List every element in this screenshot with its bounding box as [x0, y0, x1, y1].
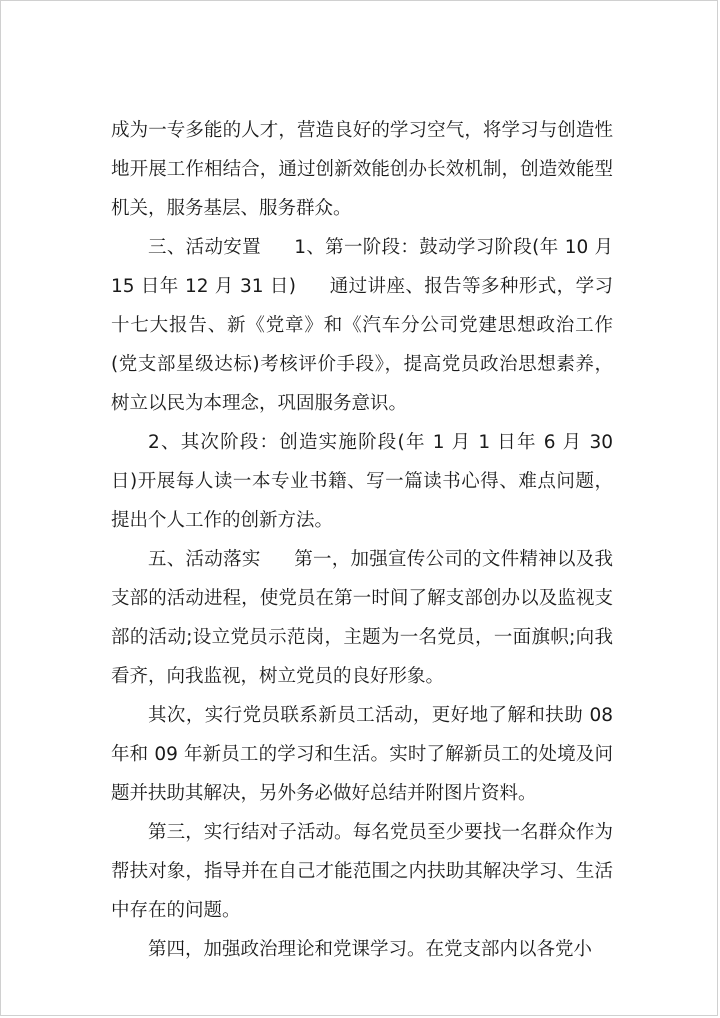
paragraph-activity-arrangement	[111, 228, 613, 423]
paragraph-item-second: 其次，实行党员联系新员工活动，更好地了解和扶助 08 年和 09 年新员工的学习和生活。实时了解新员工的处境及问题并扶助其解决，另外务必做好总结并附图片资料。	[111, 705, 613, 804]
paragraph-item-third: 第三，实行结对子活动。每名党员至少要找一名群众作为帮扶对象，指导并在自己才能范围之内扶助其解决学习、生活中存在的问题。	[111, 822, 613, 921]
stage-one-heading: 1、第一阶段：鼓动学习阶段(年 10 月 15 日年 12 月 31 日)	[111, 237, 613, 297]
stage-one-body: 通过讲座、报告等多种形式，学习十七大报告、新《党章》和《汽车分公司党建思想政治工作(党支部星级达标)考核评价手段》，提高党员政治思想素养，树立以民为本理念，巩固服务意识。	[111, 276, 613, 414]
document-body	[111, 111, 613, 969]
paragraph-continuation: 成为一专多能的人才，营造良好的学习空气，将学习与创造性地开展工作相结合，通过创新效能创办长效机制，创造效能型机关，服务基层、服务群众。	[111, 120, 613, 219]
section-heading-activity-arrangement: 三、活动安置	[148, 237, 261, 258]
paragraph-activity-implementation	[111, 540, 613, 696]
item-first-body: 第一，加强宣传公司的文件精神以及我支部的活动进程，使党员在第一时间了解支部创办以及监视支部的活动;设立党员示范岗，主题为一名党员，一面旗帜;向我看齐，向我监视，树立党员的良好形象。	[111, 549, 613, 687]
paragraph-item-fourth: 第四，加强政治理论和党课学习。在党支部内以各党小	[148, 939, 593, 960]
section-heading-activity-implementation: 五、活动落实	[148, 549, 261, 570]
paragraph-stage-two: 2、其次阶段：创造实施阶段(年 1 月 1 日年 6 月 30 日)开展每人读一本专业书籍、写一篇读书心得、难点问题，提出个人工作的创新方法。	[111, 432, 613, 531]
